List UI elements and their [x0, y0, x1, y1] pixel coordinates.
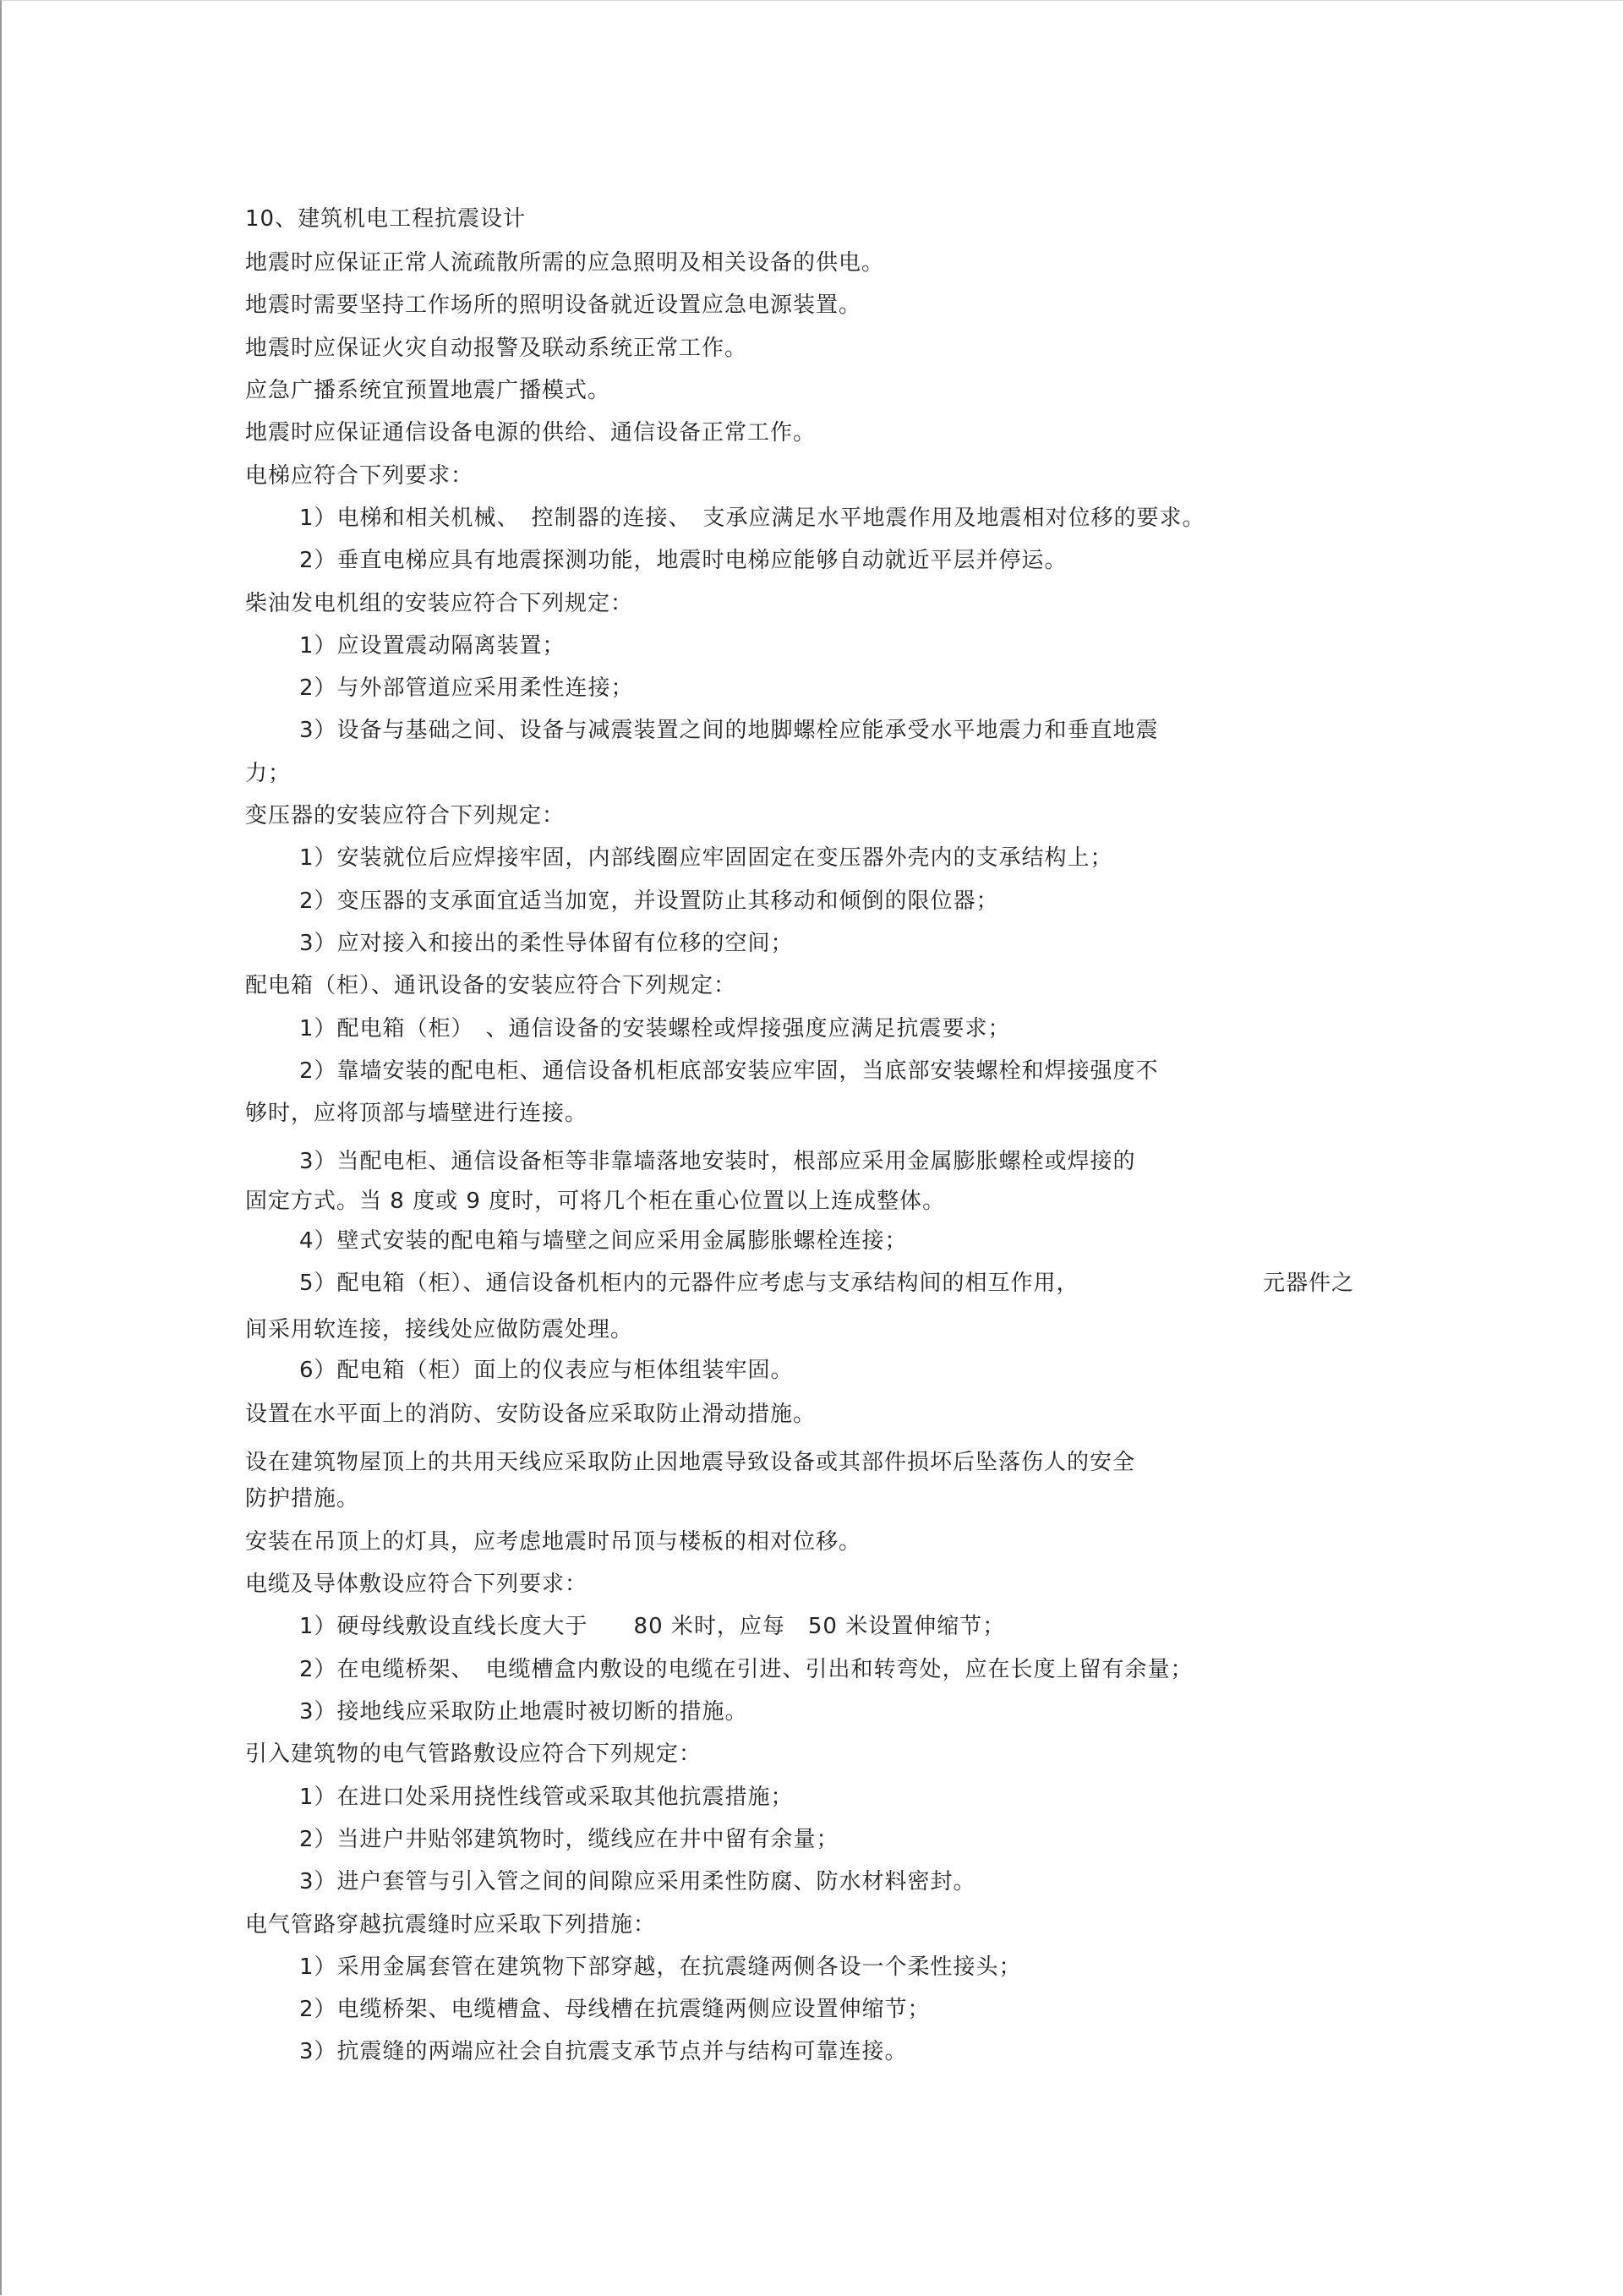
paragraph-continuation: 防护措施。	[245, 1486, 360, 1512]
list-item: 2）与外部管道应采用柔性连接；	[299, 675, 634, 701]
paragraph: 地震时应保证正常人流疏散所需的应急照明及相关设备的供电。	[245, 250, 885, 276]
list-item-tail: 元器件之	[1263, 1271, 1355, 1296]
paragraph: 地震时需要坚持工作场所的照明设备就近设置应急电源装置。	[245, 292, 862, 318]
list-item: 1）硬母线敷设直线长度大于 80 米时，应每 50 米设置伸缩节；	[299, 1614, 1006, 1639]
list-item: 5）配电箱（柜）、通信设备机柜内的元器件应考虑与支承结构间的相互作用，	[299, 1271, 1079, 1296]
list-item: 3）设备与基础之间、设备与减震装置之间的地脚螺栓应能承受水平地震力和垂直地震	[299, 718, 1159, 743]
list-item: 1）在进口处采用挠性线管或采取其他抗震措施；	[299, 1785, 794, 1810]
list-item-continuation: 间采用软连接，接线处应做防震处理。	[245, 1317, 634, 1342]
list-item: 3）抗震缝的两端应社会自抗震支承节点并与结构可靠连接。	[299, 2039, 908, 2064]
paragraph: 地震时应保证火灾自动报警及联动系统正常工作。	[245, 336, 748, 361]
list-item-continuation: 固定方式。当 8 度或 9 度时，可将几个柜在重心位置以上连成整体。	[245, 1189, 946, 1214]
list-heading: 配电箱（柜）、通讯设备的安装应符合下列规定：	[245, 973, 737, 998]
list-item: 1）采用金属套管在建筑物下部穿越，在抗震缝两侧各设一个柔性接头；	[299, 1954, 1022, 1980]
list-item: 1）应设置震动隔离装置；	[299, 633, 566, 659]
list-heading: 电气管路穿越抗震缝时应采取下列措施：	[245, 1912, 657, 1938]
list-item: 2）靠墙安装的配电柜、通信设备机柜底部安装应牢固，当底部安装螺栓和焊接强度不	[299, 1058, 1159, 1084]
list-item: 2）电缆桥架、电缆槽盒、母线槽在抗震缝两侧应设置伸缩节；	[299, 1997, 931, 2022]
paragraph: 应急广播系统宜预置地震广播模式。	[245, 378, 611, 403]
list-item: 4）壁式安装的配电箱与墙壁之间应采用金属膨胀螺栓连接；	[299, 1228, 908, 1254]
list-item: 3）接地线应采取防止地震时被切断的措施。	[299, 1699, 748, 1725]
list-item: 2）在电缆桥架、 电缆槽盒内敷设的电缆在引进、引出和转弯处，应在长度上留有余量；	[299, 1657, 1194, 1682]
list-item: 2）垂直电梯应具有地震探测功能，地震时电梯应能够自动就近平层并停运。	[299, 548, 1068, 573]
list-heading: 电缆及导体敷设应符合下列要求：	[245, 1572, 588, 1597]
paragraph: 地震时应保证通信设备电源的供给、通信设备正常工作。	[245, 420, 817, 446]
list-item: 1）安装就位后应焊接牢固，内部线圈应牢固固定在变压器外壳内的支承结构上；	[299, 845, 1113, 871]
list-heading: 电梯应符合下列要求：	[245, 463, 474, 489]
list-item: 3）进户套管与引入管之间的间隙应采用柔性防腐、防水材料密封。	[299, 1869, 976, 1894]
section-title: 10、建筑机电工程抗震设计	[245, 206, 527, 232]
list-heading: 引入建筑物的电气管路敷设应符合下列规定：	[245, 1741, 702, 1767]
list-item: 3）应对接入和接出的柔性导体留有位移的空间；	[299, 931, 794, 956]
list-item: 6）配电箱（柜）面上的仪表应与柜体组装牢固。	[299, 1358, 794, 1383]
paragraph: 设在建筑物屋顶上的共用天线应采取防止因地震导致设备或其部件损坏后坠落伤人的安全	[245, 1450, 1136, 1475]
list-item: 1）电梯和相关机械、 控制器的连接、 支承应满足水平地震作用及地震相对位移的要求。	[299, 506, 1205, 531]
list-item: 1）配电箱（柜） 、通信设备的安装螺栓或焊接强度应满足抗震要求；	[299, 1016, 1011, 1041]
list-item-continuation: 够时，应将顶部与墙壁进行连接。	[245, 1101, 588, 1126]
list-heading: 柴油发电机组的安装应符合下列规定：	[245, 591, 634, 616]
paragraph: 设置在水平面上的消防、安防设备应采取防止滑动措施。	[245, 1402, 817, 1427]
list-item-continuation: 力；	[245, 761, 292, 786]
list-item: 2）变压器的支承面宜适当加宽，并设置防止其移动和倾倒的限位器；	[299, 888, 999, 914]
paragraph: 安装在吊顶上的灯具，应考虑地震时吊顶与楼板的相对位移。	[245, 1529, 862, 1555]
list-item: 3）当配电柜、通信设备柜等非靠墙落地安装时，根部应采用金属膨胀螺栓或焊接的	[299, 1149, 1136, 1174]
list-item: 2）当进户井贴邻建筑物时，缆线应在井中留有余量；	[299, 1827, 839, 1852]
list-heading: 变压器的安装应符合下列规定：	[245, 803, 566, 828]
